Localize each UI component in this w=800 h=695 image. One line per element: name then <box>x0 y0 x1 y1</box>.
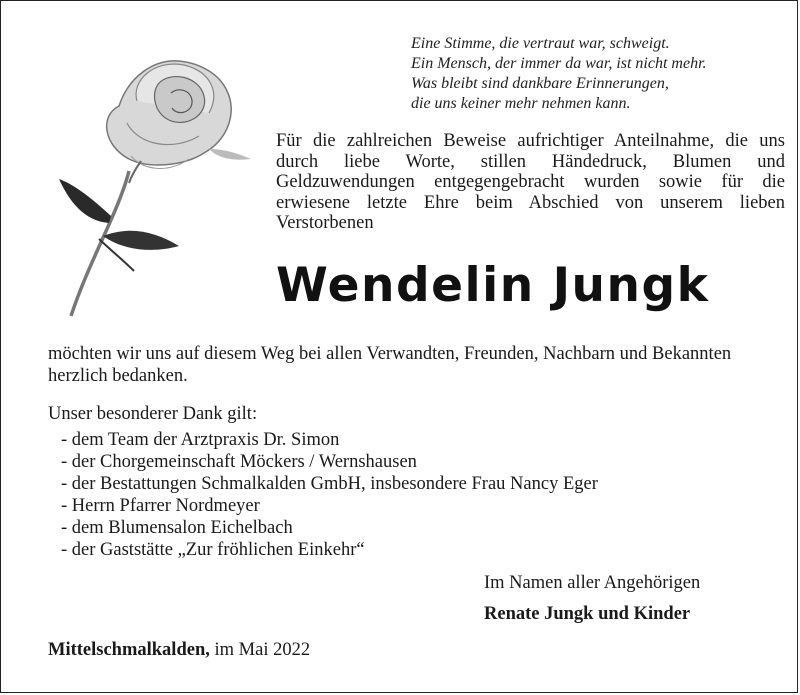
poem-line: Was bleibt sind dankbare Erinnerungen, <box>411 75 669 92</box>
poem-line: die uns keiner mehr nehmen kann. <box>411 95 631 112</box>
list-item: - dem Blumensalon Eichelbach <box>61 518 293 538</box>
signers: Renate Jungk und Kinder <box>484 604 691 624</box>
thanks-text: möchten wir uns auf diesem Weg bei allen Verwandten, Freunden, Nachbarn und Bekannten herzlich bedanken. <box>48 344 732 386</box>
on-behalf-text: Im Namen aller Angehörigen <box>484 573 701 593</box>
intro-text: Für die zahlreichen Beweise aufrichtiger Anteilnahme, die uns durch liebe Worte, stillen Händedruck, Blumen und Geldzuwendungen entgegengebracht wurden sowie für die erwiesene letzte Ehre beim Abschied von unserem lieben Verstorbenen <box>276 131 785 233</box>
list-item: - Herrn Pfarrer Nordmeyer <box>61 496 260 516</box>
special-thanks-list <box>61 429 598 561</box>
list-item: - der Chorgemeinschaft Möckers / Wernshausen <box>61 452 417 472</box>
place-date <box>48 639 310 661</box>
poem-line: Ein Mensch, der immer da war, ist nicht mehr. <box>411 55 707 72</box>
poem <box>411 34 781 114</box>
poem-line: Eine Stimme, die vertraut war, schweigt. <box>411 35 670 52</box>
list-item: - dem Team der Arztpraxis Dr. Simon <box>61 430 340 450</box>
rose-icon <box>59 31 259 321</box>
special-thanks-title: Unser besonderer Dank gilt: <box>48 404 258 424</box>
date: im Mai 2022 <box>214 640 311 660</box>
deceased-name: Wendelin Jungk <box>276 258 710 313</box>
list-item: - der Bestattungen Schmalkalden GmbH, insbesondere Frau Nancy Eger <box>61 474 598 494</box>
list-item: - der Gaststätte „Zur fröhlichen Einkehr“ <box>61 540 365 560</box>
place: Mittelschmalkalden, <box>48 640 210 660</box>
